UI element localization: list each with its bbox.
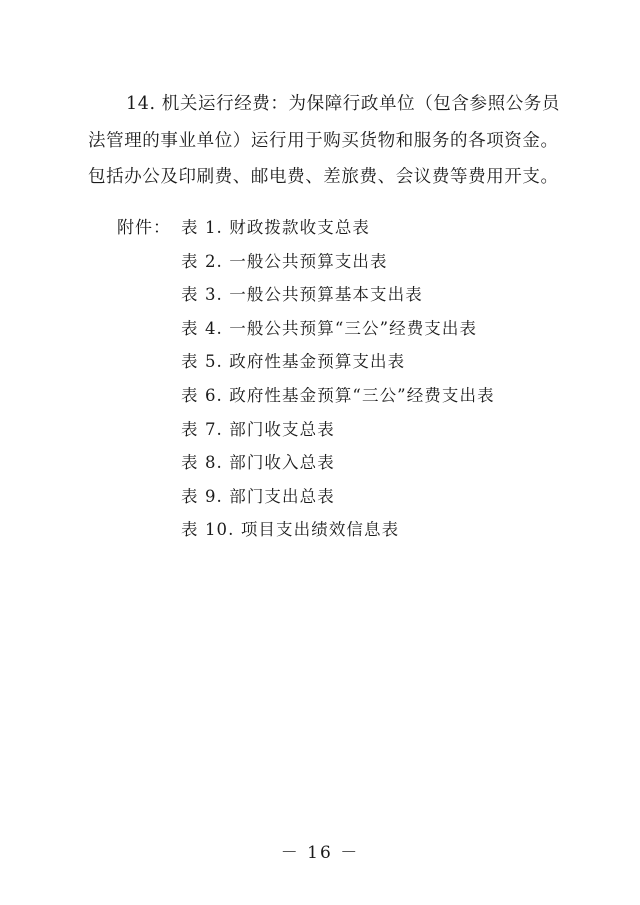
- paragraph-line-1: 14. 机关运行经费：为保障行政单位（包含参照公务员: [126, 94, 560, 114]
- paragraph-line-3: 包括办公及印刷费、邮电费、差旅费、会议费等费用开支。: [88, 167, 559, 187]
- definition-paragraph: [88, 86, 560, 196]
- attachment-item-4: 表 4. 一般公共预算“三公”经费支出表: [181, 318, 478, 338]
- attachment-item-8: 表 8. 部门收入总表: [181, 453, 335, 473]
- attachment-item-1: 表 1. 财政拨款收支总表: [181, 218, 371, 237]
- attachment-item-6: 表 6. 政府性基金预算“三公”经费支出表: [181, 385, 495, 405]
- attachment-item-3: 表 3. 一般公共预算基本支出表: [181, 285, 423, 305]
- paragraph-line-2: 法管理的事业单位）运行用于购买货物和服务的各项资金。: [88, 130, 559, 151]
- attachments-label: 附件：: [117, 218, 171, 238]
- attachment-item-10: 表 10. 项目支出绩效信息表: [181, 520, 400, 540]
- attachments-list: [181, 216, 495, 552]
- attachment-item-9: 表 9. 部门支出总表: [181, 486, 335, 506]
- page-number: － 16 －: [280, 843, 360, 863]
- attachment-item-2: 表 2. 一般公共预算支出表: [181, 251, 388, 271]
- attachment-item-7: 表 7. 部门收支总表: [181, 419, 335, 439]
- attachment-item-5: 表 5. 政府性基金预算支出表: [181, 352, 406, 372]
